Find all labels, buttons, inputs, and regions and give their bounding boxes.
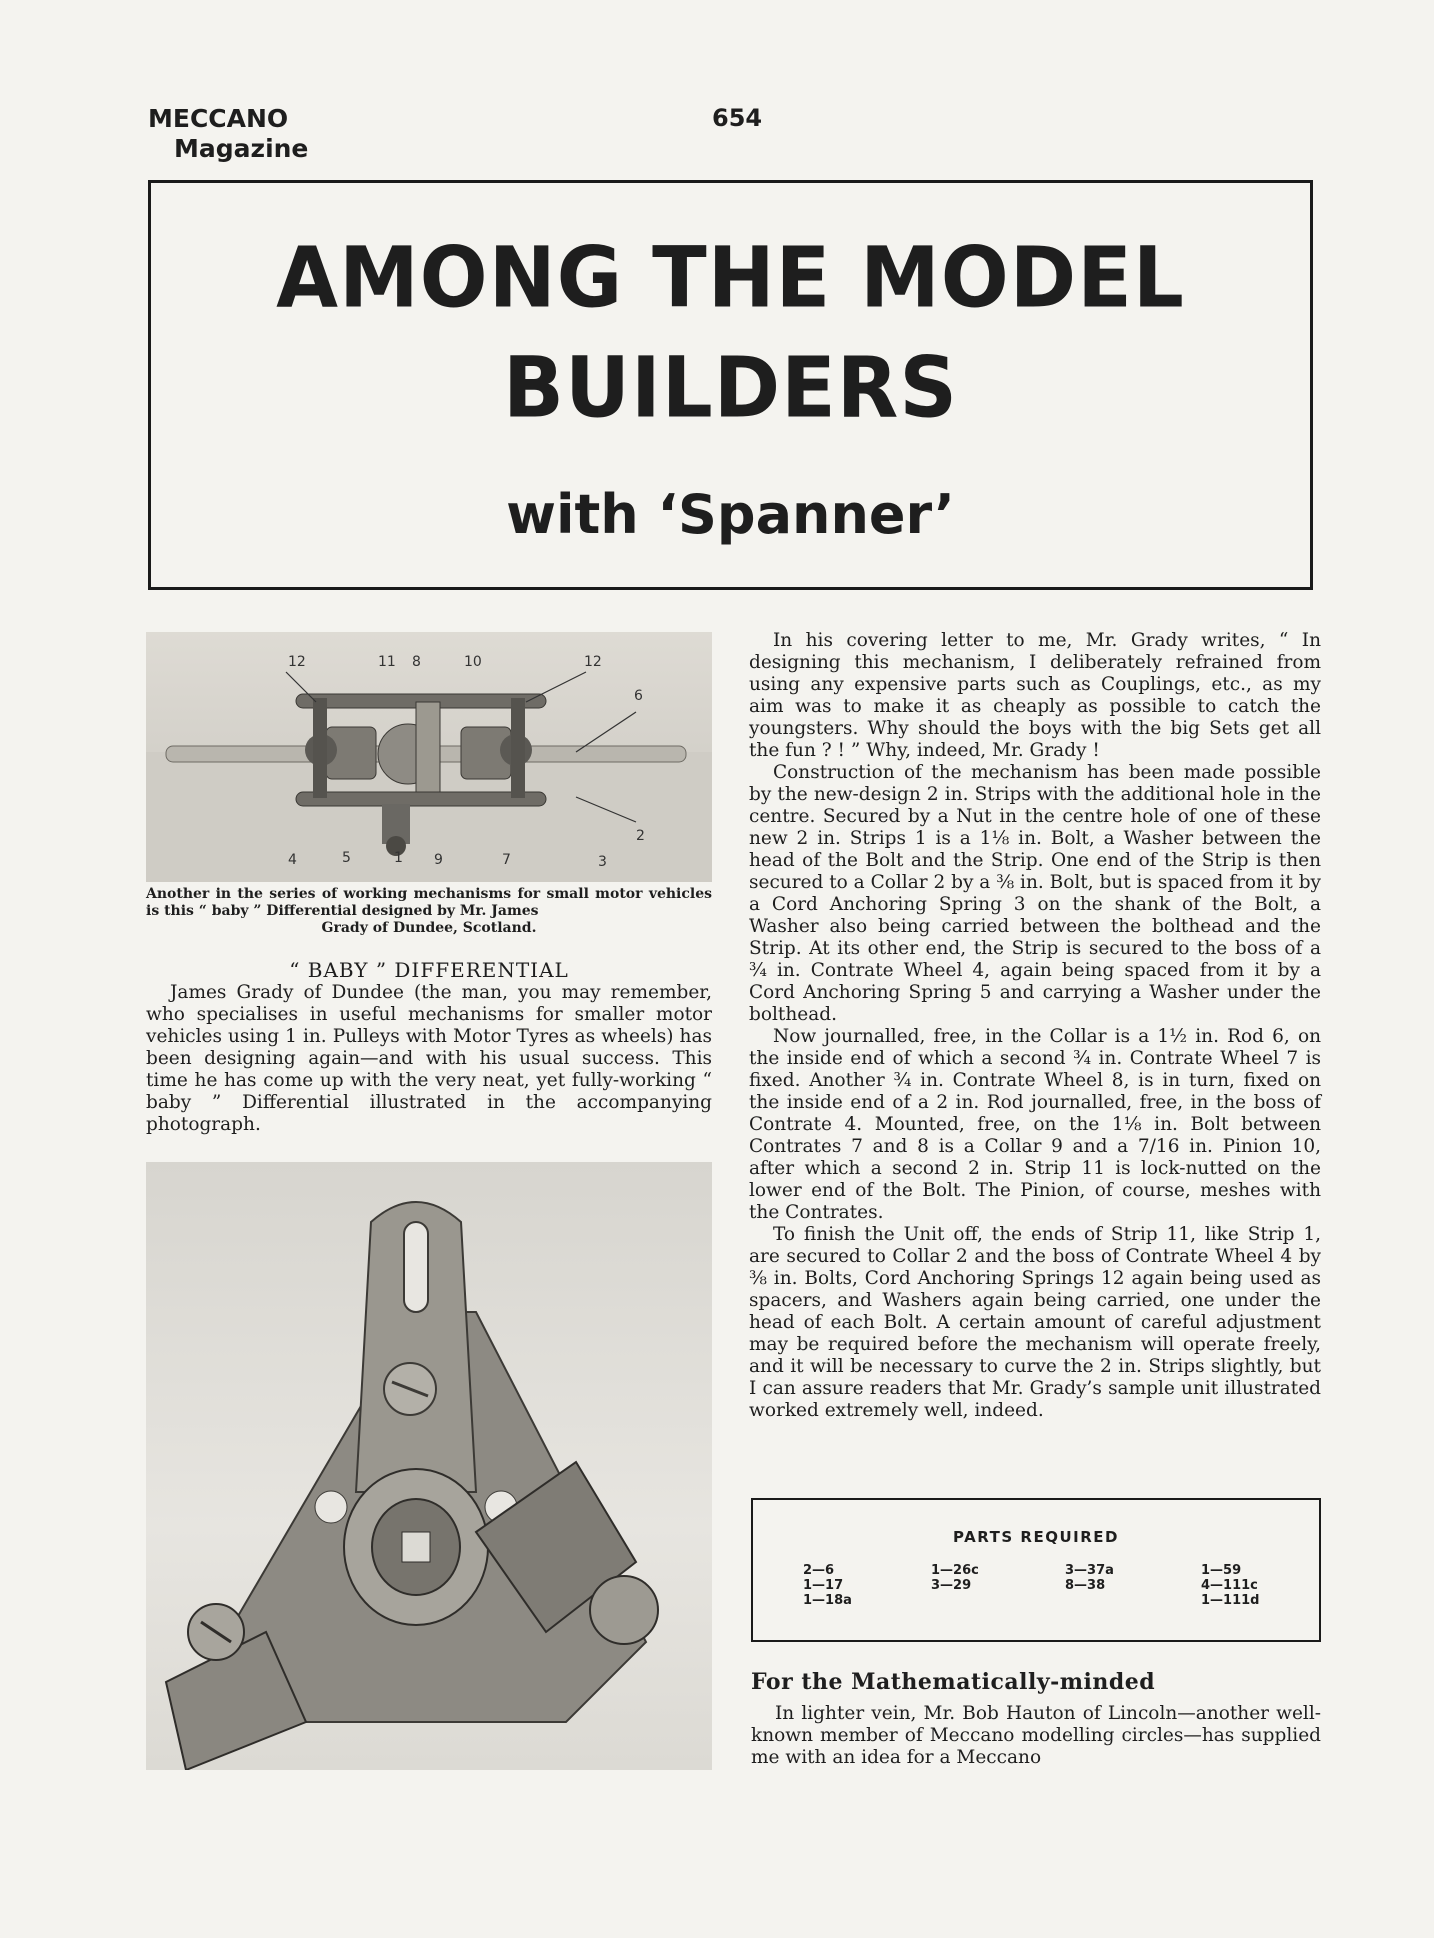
part-item: 8—38: [1065, 1578, 1106, 1593]
part-item: 1—18a: [803, 1593, 852, 1608]
part-item: 1—111d: [1201, 1593, 1260, 1608]
title-line2: BUILDERS: [503, 338, 958, 437]
part-item: 1—26c: [931, 1563, 979, 1578]
paragraph-covering-letter: In his covering letter to me, Mr. Grady writes, “ In designing this mechanism, I deliberately refrained from using any expensive parts such as Couplings, etc., as my aim was to make it as cheaply as possible to catch the youngsters. Why should the boys with the big Sets get all the fun ? ! ” Why, indeed, Mr. Grady !: [749, 630, 1321, 761]
bracket-photo: [146, 1162, 712, 1770]
callout-labels: [146, 632, 712, 882]
part-item: 2—6: [803, 1563, 835, 1578]
paragraph-construction: Construction of the mechanism has been made possible by the new-design 2 in. Strips with the additional hole in the centre. Secured by a Nut in the centre hole of one of these new 2 in. Strips 1 is a 1⅛ in. Bolt, a Washer between the head of the Bolt and the Strip. One end of the Strip is then secured to a Collar 2 by a ⅜ in. Bolt, but is spaced from it by a Cord Anchoring Spring 3 on the shank of the Bolt, a Washer also being carried between the bolthead and the Strip. At its other end, the Strip is secured to the boss of a ¾ in. Contrate Wheel 4, again being spaced from it by a Cord Anchoring Spring 5 and carrying a Washer under the bolthead.: [749, 762, 1322, 1025]
parts-column-2: [931, 1563, 979, 1593]
callout-8: 8: [412, 654, 421, 670]
section-subhead: “ BABY ” DIFFERENTIAL: [289, 958, 569, 982]
paragraph-journalled: Now journalled, free, in the Collar is a 1½ in. Rod 6, on the inside end of which a second ¾ in. Contrate Wheel 7 is fixed. Another ¾ in. Contrate Wheel 8, is in turn, fixed on the inside end of a 2 in. Rod journalled, free, in the boss of Contrate 4. Mounted, free, on the 1⅛ in. Bolt between Contrates 7 and 8 is a Collar 9 and a 7/16 in. Pinion 10, after which a second 2 in. Strip 11 is lock-nutted on the lower end of the Bolt. The Pinion, of course, meshes with the Contrates.: [749, 1026, 1321, 1223]
parts-required-box: [751, 1498, 1321, 1642]
callout-7: 7: [502, 852, 511, 868]
paragraph-finish: To finish the Unit off, the ends of Strip 11, like Strip 1, are secured to Collar 2 and the boss of Contrate Wheel 4 by ⅜ in. Bolts, Cord Anchoring Springs 12 again being used as spacers, and Washers again being carried, one under the head of each Bolt. A certain amount of careful adjustment may be required before the mechanism will operate freely, and it will be necessary to curve the 2 in. Strips slightly, but I can assure readers that Mr. Grady’s sample unit illustrated worked extremely well, indeed.: [749, 1224, 1321, 1421]
callout-12a: 12: [288, 654, 306, 670]
parts-column-4: [1201, 1563, 1260, 1608]
part-item: 3—37a: [1065, 1563, 1114, 1578]
title-box: [148, 180, 1313, 590]
callout-9: 9: [434, 852, 443, 868]
photo-caption: [146, 886, 712, 937]
right-column: [749, 630, 1321, 1422]
callout-2: 2: [636, 828, 645, 844]
intro-paragraph: James Grady of Dundee (the man, you may remember, who specialises in useful mechanisms for smaller motor vehicles using 1 in. Pulleys with Motor Tyres as wheels) has been designing again—and with his usual success. This time he has come up with the very neat, yet fully-working “ baby ” Differential illustrated in the accompanying photograph.: [146, 982, 712, 1135]
callout-6: 6: [634, 688, 643, 704]
callout-11: 11: [378, 654, 396, 670]
masthead-line1: MECCANO: [148, 104, 289, 133]
part-item: 3—29: [931, 1578, 972, 1593]
callout-10: 10: [464, 654, 482, 670]
title-line1: AMONG THE MODEL: [276, 228, 1185, 327]
parts-column-1: [803, 1563, 852, 1608]
math-section-heading: For the Mathematically-minded: [751, 1669, 1156, 1695]
callout-4: 4: [288, 852, 297, 868]
parts-column-3: [1065, 1563, 1114, 1593]
callout-12b: 12: [584, 654, 602, 670]
callout-5: 5: [342, 850, 351, 866]
part-item: 4—111c: [1201, 1578, 1258, 1593]
math-section-paragraph: In lighter vein, Mr. Bob Hauton of Lincoln—another well-known member of Meccano modelling circles—has supplied me with an idea for a Meccano: [751, 1703, 1321, 1768]
caption-line1: Another in the series of working mechanisms for small motor vehicles is this “ baby ” Differential designed by Mr. James: [146, 886, 712, 919]
part-item: 1—59: [1201, 1563, 1242, 1578]
part-item: 1—17: [803, 1578, 844, 1593]
callout-3: 3: [598, 854, 607, 870]
callout-1: 1: [394, 850, 403, 866]
title-line3: with ‘Spanner’: [506, 483, 955, 546]
page-number: 654: [712, 104, 763, 132]
masthead: [148, 104, 308, 164]
caption-line2: Grady of Dundee, Scotland.: [321, 920, 537, 936]
parts-title: PARTS REQUIRED: [953, 1528, 1119, 1546]
bracket-illustration: [146, 1162, 712, 1770]
masthead-line2: Magazine: [174, 134, 309, 163]
differential-photo: [146, 632, 712, 882]
